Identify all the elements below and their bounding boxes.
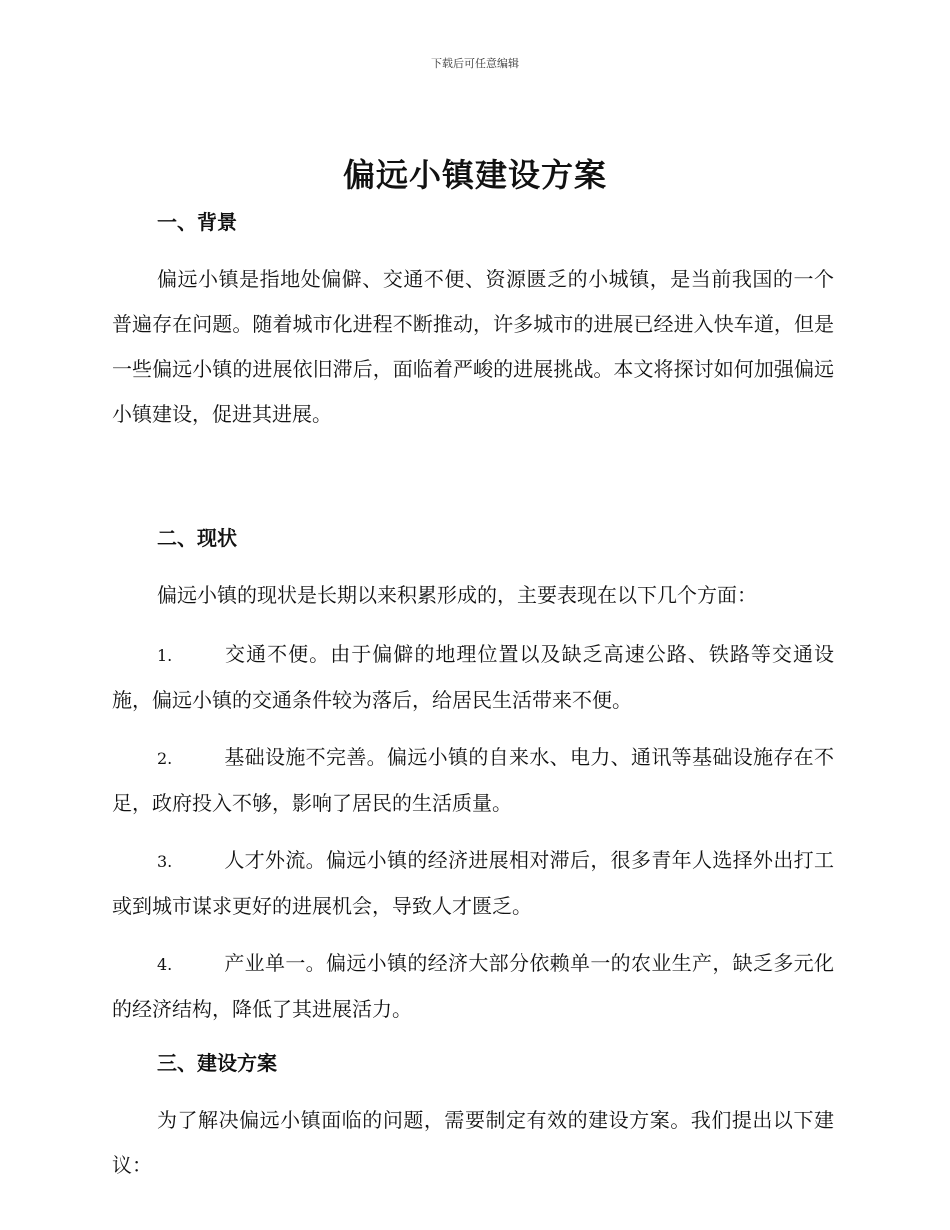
list-text: 交通不便。由于偏僻的地理位置以及缺乏高速公路、铁路等交通设施，偏远小镇的交通条件较为落后，给居民生活带来不便。 — [112, 642, 834, 712]
section-plan — [112, 1046, 834, 1188]
section-heading: 三、建设方案 — [157, 1051, 277, 1075]
list-text: 人才外流。偏远小镇的经济进展相对滞后，很多青年人选择外出打工或到城市谋求更好的进展机会，导致人才匮乏。 — [112, 848, 834, 918]
paragraph: 为了解决偏远小镇面临的问题，需要制定有效的建设方案。我们提出以下建议： — [112, 1108, 834, 1177]
section-heading: 二、现状 — [157, 526, 237, 550]
list-text: 产业单一。偏远小镇的经济大部分依赖单一的农业生产，缺乏多元化的经济结构，降低了其进展活力。 — [112, 951, 834, 1021]
list-number: 3. — [157, 852, 173, 871]
list-number: 2. — [157, 749, 173, 768]
list-number: 4. — [157, 955, 173, 974]
section-heading: 一、背景 — [157, 210, 237, 234]
list-item — [112, 735, 834, 826]
header-note: 下载后可任意编辑 — [431, 57, 519, 70]
section-status — [112, 521, 834, 1032]
section-background — [112, 205, 834, 521]
list-item — [112, 838, 834, 929]
list-number: 1. — [157, 646, 173, 665]
paragraph: 偏远小镇的现状是长期以来积累形成的，主要表现在以下几个方面： — [157, 583, 757, 607]
list-text: 基础设施不完善。偏远小镇的自来水、电力、通讯等基础设施存在不足，政府投入不够，影响了居民的生活质量。 — [112, 745, 834, 815]
document-body — [112, 205, 834, 1188]
list-item — [112, 941, 834, 1032]
document-title: 偏远小镇建设方案 — [342, 156, 607, 194]
list-item — [112, 632, 834, 723]
paragraph: 偏远小镇是指地处偏僻、交通不便、资源匮乏的小城镇，是当前我国的一个普遍存在问题。随着城市化进程不断推动，许多城市的进展已经进入快车道，但是一些偏远小镇的进展依旧滞后，面临着严峻的进展挑战。本文将探讨如何加强偏远小镇建设，促进其进展。 — [112, 267, 834, 426]
